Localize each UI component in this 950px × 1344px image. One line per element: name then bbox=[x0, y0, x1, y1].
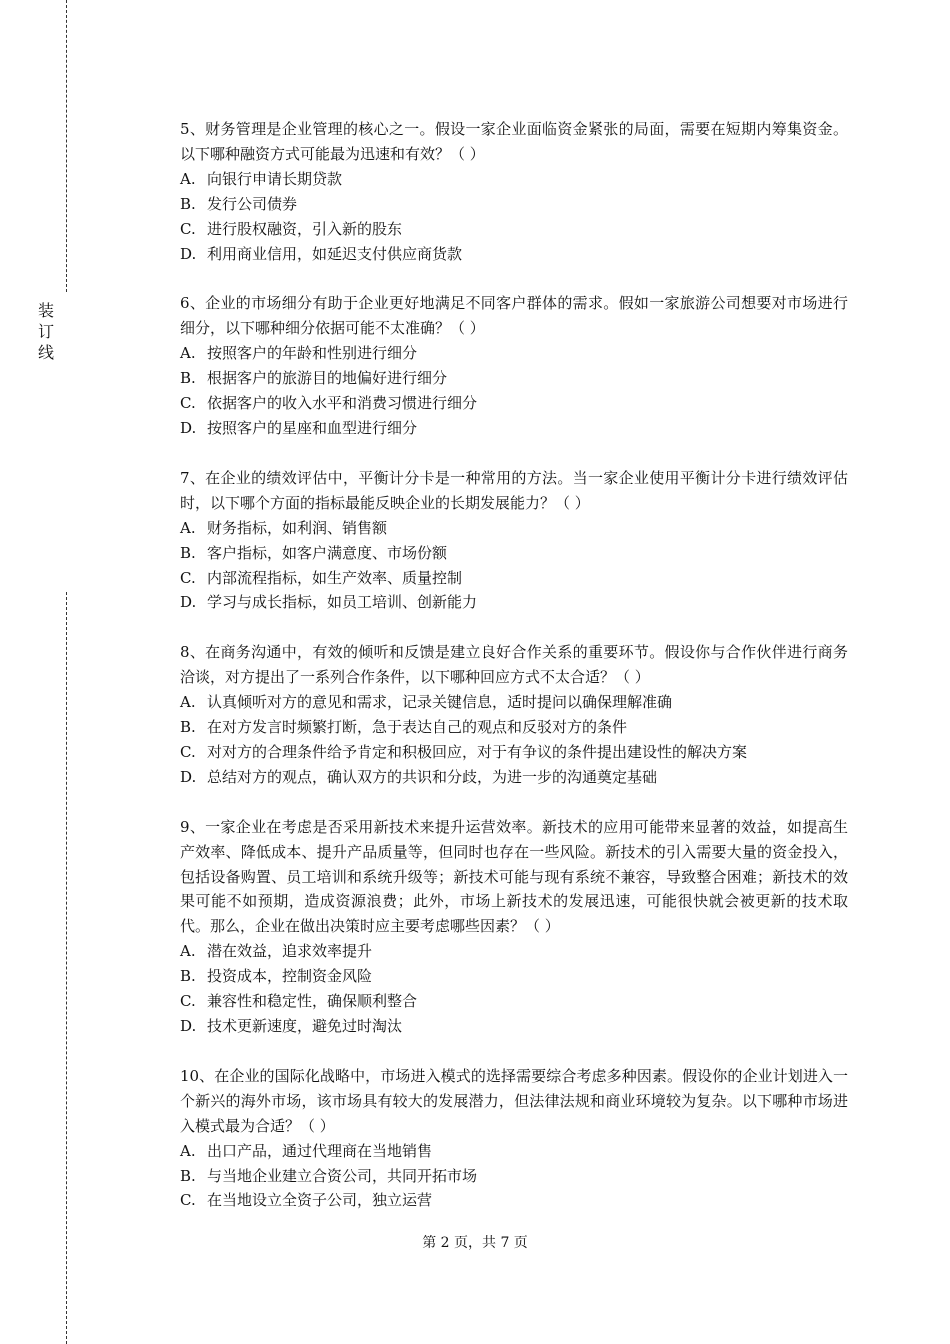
option-b[interactable] bbox=[180, 541, 848, 566]
question-6 bbox=[180, 291, 848, 440]
option-letter: A. bbox=[180, 1141, 196, 1160]
option-text: 兼容性和稳定性，确保顺利整合 bbox=[207, 992, 418, 1011]
option-letter: D. bbox=[180, 593, 197, 612]
option-a[interactable] bbox=[180, 1139, 848, 1164]
option-letter: B. bbox=[180, 967, 196, 986]
option-letter: C. bbox=[180, 219, 196, 238]
option-letter: B. bbox=[180, 369, 196, 388]
option-letter: A. bbox=[180, 169, 196, 188]
page-number: 第 2 页，共 7 页 bbox=[422, 1235, 528, 1251]
option-d[interactable] bbox=[180, 242, 848, 267]
option-d[interactable] bbox=[180, 416, 848, 441]
option-letter: B. bbox=[180, 718, 196, 737]
option-a[interactable] bbox=[180, 341, 848, 366]
option-letter: C. bbox=[180, 394, 196, 413]
option-letter: D. bbox=[180, 767, 197, 786]
binding-line-top bbox=[66, 0, 67, 292]
option-text: 技术更新速度，避免过时淘汰 bbox=[207, 1017, 403, 1035]
question-stem: 8、在商务沟通中，有效的倾听和反馈是建立良好合作关系的重要环节。假设你与合作伙伴进行商务洽谈，对方提出了一系列合作条件，以下哪种回应方式不太合适？（ ） bbox=[180, 643, 848, 687]
option-c[interactable] bbox=[180, 391, 848, 416]
option-text: 在对方发言时频繁打断，急于表达自己的观点和反驳对方的条件 bbox=[207, 718, 628, 737]
option-letter: B. bbox=[180, 194, 196, 213]
option-text: 在当地设立全资子公司，独立运营 bbox=[207, 1191, 433, 1210]
question-7 bbox=[180, 466, 848, 615]
option-c[interactable] bbox=[180, 217, 848, 242]
question-stem: 6、企业的市场细分有助于企业更好地满足不同客户群体的需求。假如一家旅游公司想要对市场进行细分，以下哪种细分依据可能不太准确？（ ） bbox=[180, 294, 848, 338]
option-c[interactable] bbox=[180, 989, 848, 1014]
option-letter: C. bbox=[180, 568, 196, 587]
option-letter: A. bbox=[180, 693, 196, 712]
option-b[interactable] bbox=[180, 192, 848, 217]
option-letter: D. bbox=[180, 418, 197, 437]
option-text: 总结对方的观点，确认双方的共识和分歧，为进一步的沟通奠定基础 bbox=[207, 767, 658, 786]
option-text: 向银行申请长期贷款 bbox=[207, 169, 343, 188]
option-c[interactable] bbox=[180, 566, 848, 591]
option-text: 认真倾听对方的意见和需求，记录关键信息，适时提问以确保理解准确 bbox=[207, 693, 673, 712]
option-text: 进行股权融资，引入新的股东 bbox=[207, 219, 403, 238]
question-10 bbox=[180, 1064, 848, 1213]
question-stem: 5、财务管理是企业管理的核心之一。假设一家企业面临资金紧张的局面，需要在短期内筹集资金。以下哪种融资方式可能最为迅速和有效？（ ） bbox=[180, 120, 848, 163]
option-text: 按照客户的年龄和性别进行细分 bbox=[207, 344, 418, 363]
option-letter: D. bbox=[180, 1017, 197, 1035]
option-b[interactable] bbox=[180, 366, 848, 391]
question-stem: 10、在企业的国际化战略中，市场进入模式的选择需要综合考虑多种因素。假设你的企业计划进入一个新兴的海外市场，该市场具有较大的发展潜力，但法律法规和商业环境较为复杂。以下哪种市场进入模式最为合适？（ ） bbox=[180, 1066, 848, 1135]
question-stem: 7、在企业的绩效评估中，平衡计分卡是一种常用的方法。当一家企业使用平衡计分卡进行绩效评估时，以下哪个方面的指标最能反映企业的长期发展能力？（ ） bbox=[180, 468, 848, 512]
option-text: 内部流程指标，如生产效率、质量控制 bbox=[207, 568, 463, 587]
option-a[interactable] bbox=[180, 939, 848, 964]
question-5 bbox=[180, 117, 848, 266]
binding-char: 线 bbox=[37, 343, 54, 362]
option-letter: A. bbox=[180, 942, 196, 961]
option-letter: A. bbox=[180, 344, 196, 363]
option-letter: B. bbox=[180, 1166, 196, 1185]
option-a[interactable] bbox=[180, 516, 848, 541]
option-text: 投资成本，控制资金风险 bbox=[207, 967, 373, 986]
option-text: 财务指标，如利润、销售额 bbox=[207, 518, 388, 537]
option-letter: A. bbox=[180, 518, 196, 537]
option-text: 按照客户的星座和血型进行细分 bbox=[207, 418, 418, 437]
option-c[interactable] bbox=[180, 740, 848, 765]
option-letter: B. bbox=[180, 543, 196, 562]
option-text: 对对方的合理条件给予肯定和积极回应，对于有争议的条件提出建设性的解决方案 bbox=[207, 742, 748, 761]
option-letter: C. bbox=[180, 992, 196, 1011]
option-b[interactable] bbox=[180, 715, 848, 740]
option-text: 学习与成长指标，如员工培训、创新能力 bbox=[207, 593, 478, 612]
question-stem: 9、一家企业在考虑是否采用新技术来提升运营效率。新技术的应用可能带来显著的效益，如提高生产效率、降低成本、提升产品质量等，但同时也存在一些风险。新技术的引入需要大量的资金投入，包括设备购置、员工培训和系统升级等；新技术可能与现有系统不兼容，导致整合困难；新技术的效果可能不如预期，造成资源浪费；此外，市场上新技术的发展迅速，可能很快就会被更新的技术取代。那么，企业在做出决策时应主要考虑哪些因素？（ ） bbox=[180, 817, 848, 936]
option-text: 根据客户的旅游目的地偏好进行细分 bbox=[207, 369, 448, 388]
option-b[interactable] bbox=[180, 1164, 848, 1189]
option-b[interactable] bbox=[180, 964, 848, 989]
option-text: 与当地企业建立合资公司，共同开拓市场 bbox=[207, 1166, 478, 1185]
question-list bbox=[180, 117, 848, 1238]
option-text: 潜在效益，追求效率提升 bbox=[207, 942, 373, 961]
binding-char: 订 bbox=[37, 322, 54, 341]
option-letter: D. bbox=[180, 244, 197, 263]
page-footer bbox=[0, 1232, 950, 1252]
option-text: 出口产品，通过代理商在当地销售 bbox=[207, 1141, 433, 1160]
option-letter: C. bbox=[180, 1191, 196, 1210]
binding-char: 装 bbox=[37, 301, 54, 320]
option-a[interactable] bbox=[180, 690, 848, 715]
option-d[interactable] bbox=[180, 590, 848, 615]
option-c[interactable] bbox=[180, 1188, 848, 1213]
option-text: 客户指标，如客户满意度、市场份额 bbox=[207, 543, 448, 562]
option-text: 依据客户的收入水平和消费习惯进行细分 bbox=[207, 394, 478, 413]
question-8 bbox=[180, 640, 848, 789]
option-text: 发行公司债券 bbox=[207, 194, 298, 213]
option-a[interactable] bbox=[180, 167, 848, 192]
option-d[interactable] bbox=[180, 765, 848, 790]
option-text: 利用商业信用，如延迟支付供应商货款 bbox=[207, 244, 463, 263]
question-9 bbox=[180, 815, 848, 1039]
option-d[interactable] bbox=[180, 1014, 848, 1039]
option-letter: C. bbox=[180, 742, 196, 761]
binding-label bbox=[36, 300, 56, 363]
